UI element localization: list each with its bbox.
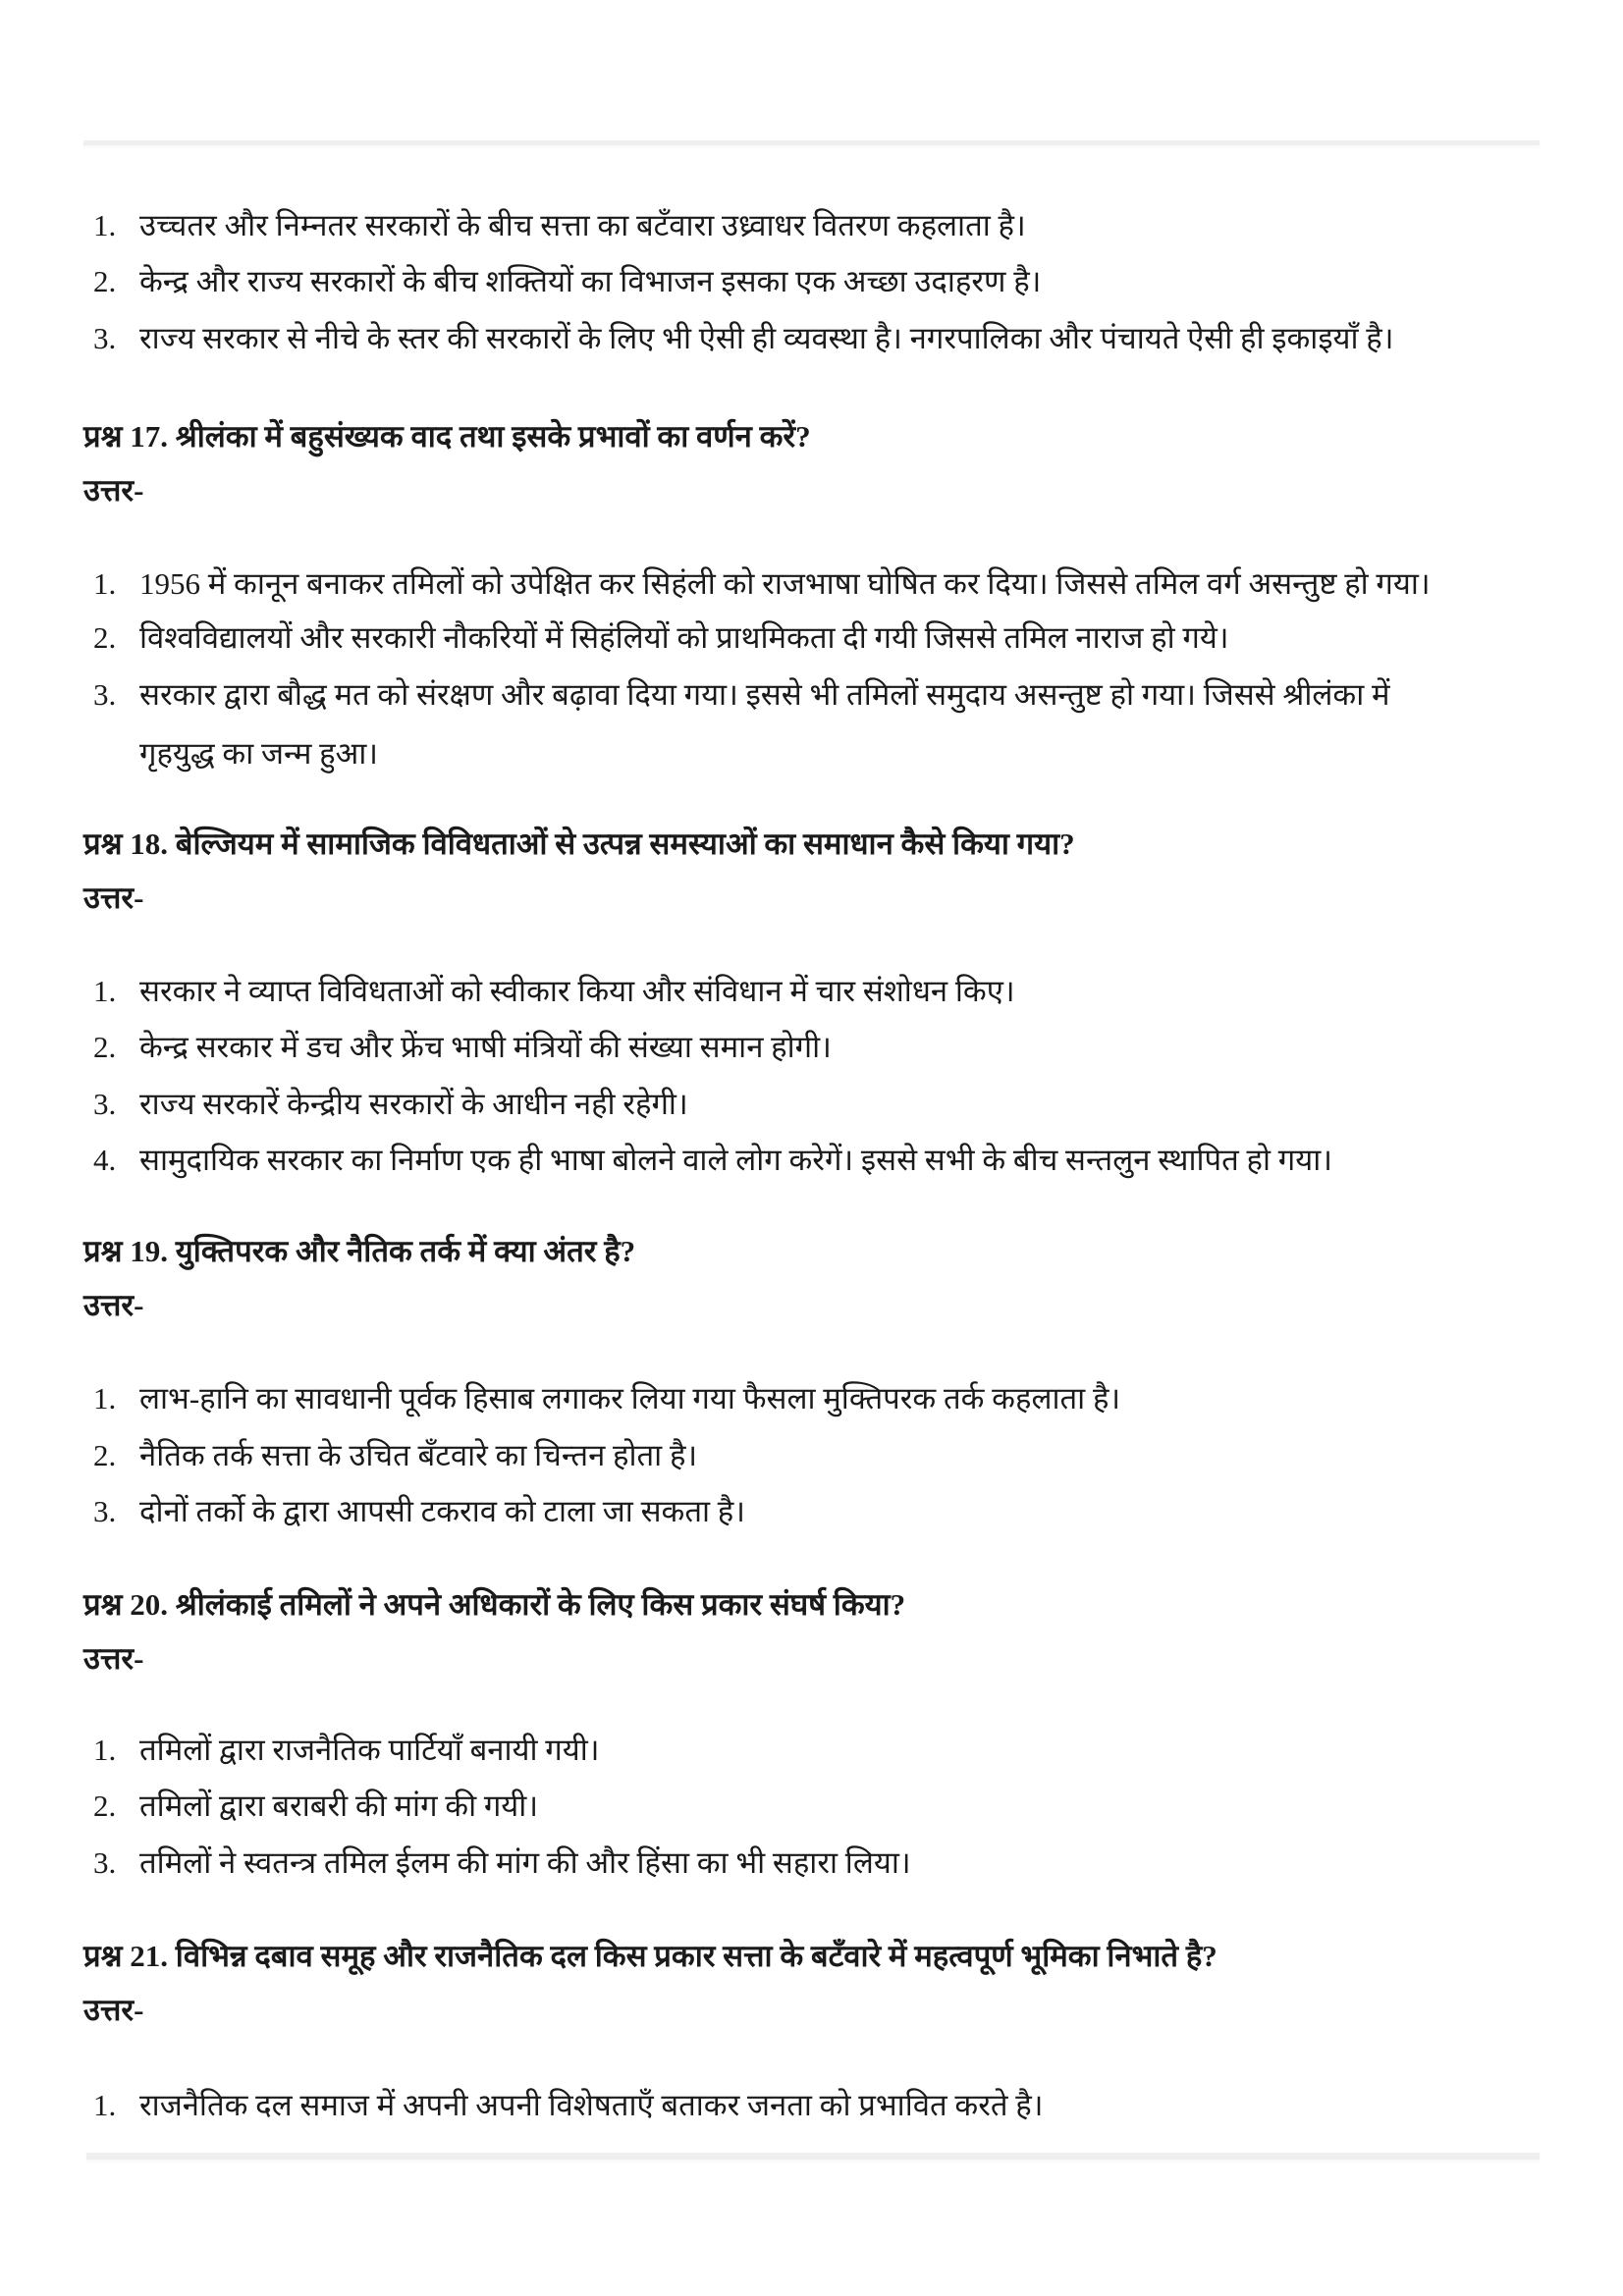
- list-number: 1.: [93, 2088, 117, 2122]
- list-number: 2.: [93, 620, 117, 655]
- list-number: 2.: [93, 264, 117, 298]
- list-text: गृहयुद्ध का जन्म हुआ।: [139, 736, 379, 771]
- bottom-divider: [86, 2153, 1540, 2160]
- list-text: सरकार द्वारा बौद्ध मत को संरक्षण और बढ़ावा दिया गया। इससे भी तमिलों समुदाय असन्तुष्ट हो गया। जिससे श्रीलंका में: [139, 677, 1390, 712]
- list-text: दोनों तर्को के द्वारा आपसी टकराव को टाला जा सकता है।: [139, 1494, 745, 1528]
- list-number: 3.: [93, 1845, 117, 1880]
- list-number: 1.: [93, 208, 117, 242]
- list-text: तमिलों ने स्वतन्त्र तमिल ईलम की मांग की और हिंसा का भी सहारा लिया।: [139, 1845, 911, 1880]
- question-heading: प्रश्न 20. श्रीलंकाई तमिलों ने अपने अधिकारों के लिए किस प्रकार संघर्ष किया?: [83, 1587, 906, 1622]
- answer-label: उत्तर-: [83, 1288, 144, 1322]
- list-text: राजनैतिक दल समाज में अपनी अपनी विशेषताएँ बताकर जनता को प्रभावित करते है।: [139, 2088, 1044, 2122]
- list-number: 1.: [93, 566, 117, 601]
- list-number: 2.: [93, 1030, 117, 1064]
- list-number: 1.: [93, 974, 117, 1008]
- list-number: 1.: [93, 1381, 117, 1415]
- question-heading: प्रश्न 19. युक्तिपरक और नैतिक तर्क में क्या अंतर है?: [83, 1234, 636, 1268]
- answer-label: उत्तर-: [83, 1993, 144, 2027]
- list-text: 1956 में कानून बनाकर तमिलों को उपेक्षित कर सिहंली को राजभाषा घोषित कर दिया। जिससे तमिल वर्ग असन्तुष्ट हो गया।: [139, 566, 1431, 601]
- answer-label: उत्तर-: [83, 881, 144, 915]
- question-heading: प्रश्न 21. विभिन्न दबाव समूह और राजनैतिक दल किस प्रकार सत्ता के बटँवारे में महत्वपूर्ण भूमिका निभाते है?: [83, 1939, 1217, 1973]
- list-number: 3.: [93, 321, 117, 355]
- question-heading: प्रश्न 18. बेल्जियम में सामाजिक विविधताओं से उत्पन्न समस्याओं का समाधान कैसे किया गया?: [83, 827, 1075, 861]
- list-number: 2.: [93, 1438, 117, 1472]
- list-number: 3.: [93, 1087, 117, 1121]
- list-number: 3.: [93, 1494, 117, 1528]
- question-heading: प्रश्न 17. श्रीलंका में बहुसंख्यक वाद तथा इसके प्रभावों का वर्णन करें?: [83, 419, 811, 454]
- answer-label: उत्तर-: [83, 1641, 144, 1676]
- list-text: विश्वविद्यालयों और सरकारी नौकरियों में सिहंलियों को प्राथमिकता दी गयी जिससे तमिल नाराज हो गये।: [139, 620, 1229, 655]
- list-text: राज्य सरकारें केन्द्रीय सरकारों के आधीन नही रहेगी।: [139, 1087, 688, 1121]
- answer-label: उत्तर-: [83, 473, 144, 507]
- list-text: राज्य सरकार से नीचे के स्तर की सरकारों के लिए भी ऐसी ही व्यवस्था है। नगरपालिका और पंचायते ऐसी ही इकाइयाँ है।: [139, 321, 1394, 355]
- list-text: नैतिक तर्क सत्ता के उचित बँटवारे का चिन्तन होता है।: [139, 1438, 698, 1472]
- list-text: सरकार ने व्याप्त विविधताओं को स्वीकार किया और संविधान में चार संशोधन किए।: [139, 974, 1015, 1008]
- list-number: 3.: [93, 677, 117, 712]
- list-text: केन्द्र सरकार में डच और फ्रेंच भाषी मंत्रियों की संख्या समान होगी।: [139, 1030, 832, 1064]
- top-divider: [83, 140, 1540, 145]
- list-text: सामुदायिक सरकार का निर्माण एक ही भाषा बोलने वाले लोग करेगें। इससे सभी के बीच सन्तलुन स्थापित हो गया।: [139, 1143, 1332, 1177]
- list-text: उच्चतर और निम्नतर सरकारों के बीच सत्ता का बटँवारा उध्र्वाधर वितरण कहलाता है।: [139, 208, 1026, 242]
- list-number: 1.: [93, 1733, 117, 1767]
- list-number: 4.: [93, 1143, 117, 1177]
- list-text: केन्द्र और राज्य सरकारों के बीच शक्तियों का विभाजन इसका एक अच्छा उदाहरण है।: [139, 264, 1042, 298]
- list-number: 2.: [93, 1789, 117, 1823]
- list-text: लाभ-हानि का सावधानी पूर्वक हिसाब लगाकर लिया गया फैसला मुक्तिपरक तर्क कहलाता है।: [139, 1381, 1121, 1415]
- list-text: तमिलों द्वारा बराबरी की मांग की गयी।: [139, 1789, 539, 1823]
- list-text: तमिलों द्वारा राजनैतिक पार्टियाँ बनायी गयी।: [139, 1733, 600, 1767]
